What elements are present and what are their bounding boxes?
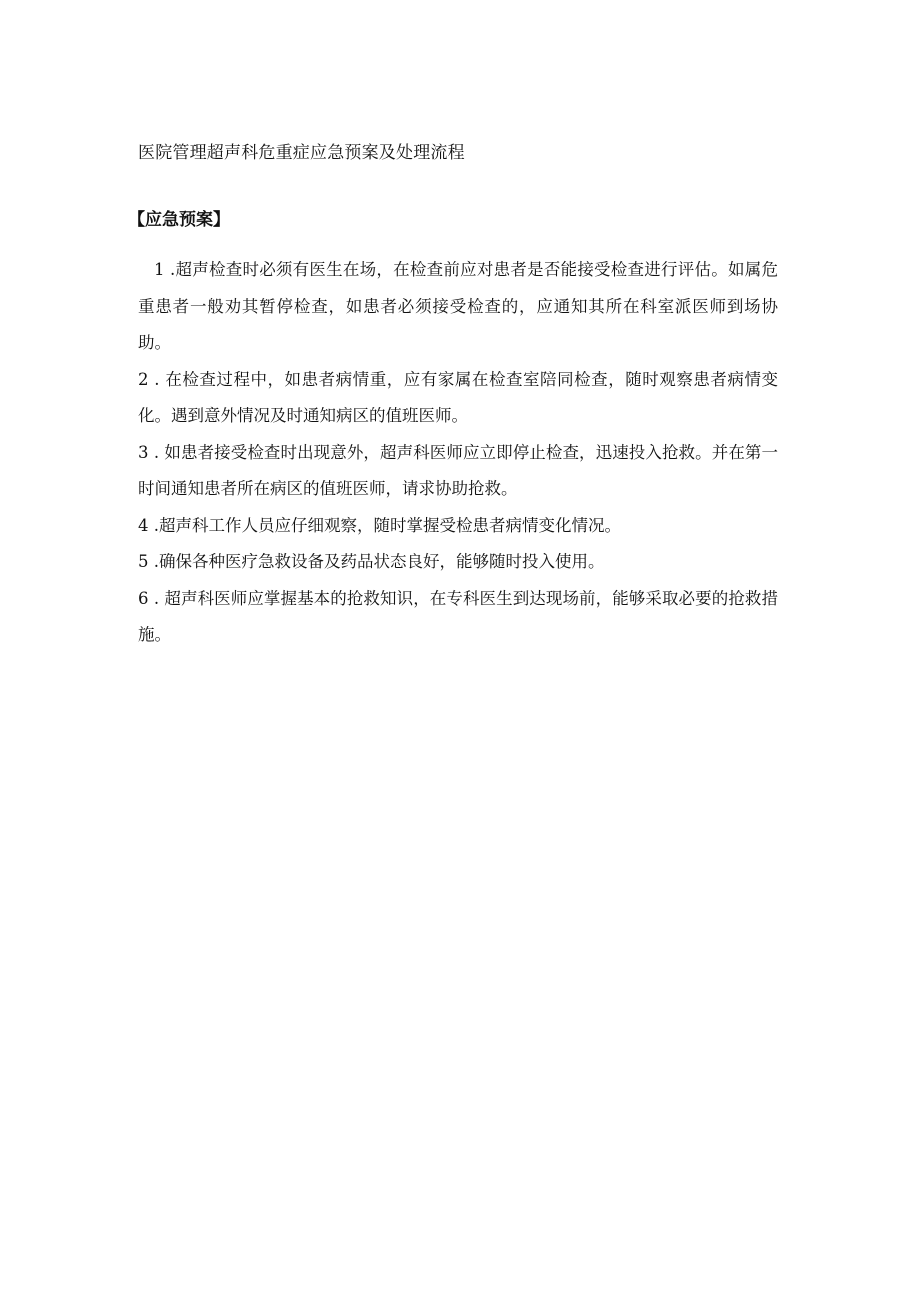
- item-separator: .: [164, 260, 176, 279]
- section-heading: 【应急预案】: [128, 210, 230, 230]
- item-number: 1: [154, 260, 165, 279]
- document-title: 医院管理超声科危重症应急预案及处理流程: [138, 143, 465, 163]
- item-separator: .: [148, 442, 165, 462]
- list-item: [138, 362, 778, 435]
- list-item: [138, 252, 778, 362]
- item-separator: .: [148, 515, 159, 535]
- item-number: 6: [138, 588, 149, 608]
- item-separator: .: [148, 369, 166, 389]
- item-number: 5: [138, 552, 149, 571]
- list-item: [138, 435, 778, 508]
- list-item: [138, 544, 778, 581]
- item-number: 4: [138, 515, 149, 535]
- item-text: 超声科医师应掌握基本的抢救知识，在专科医生到达现场前，能够采取必要的抢救措施。: [138, 588, 778, 644]
- procedure-list: [138, 252, 778, 654]
- item-number: 3: [138, 442, 149, 462]
- item-text: 确保各种医疗急救设备及药品状态良好，能够随时投入使用。: [159, 552, 605, 571]
- item-number: 2: [138, 369, 149, 389]
- list-item: [138, 581, 778, 654]
- item-separator: .: [148, 588, 165, 608]
- item-text: 超声检查时必须有医生在场，在检查前应对患者是否能接受检查进行评估。如属危重患者一般劝其暂停检查，如患者必须接受检查的，应通知其所在科室派医师到场协助。: [138, 260, 778, 352]
- list-item: [138, 508, 778, 545]
- item-text: 超声科工作人员应仔细观察，随时掌握受检患者病情变化情况。: [159, 515, 621, 535]
- item-text: 在检查过程中，如患者病情重，应有家属在检查室陪同检查，随时观察患者病情变化。遇到意外情况及时通知病区的值班医师。: [138, 369, 778, 425]
- item-text: 如患者接受检查时出现意外，超声科医师应立即停止检查，迅速投入抢救。并在第一时间通知患者所在病区的值班医师，请求协助抢救。: [138, 442, 778, 498]
- item-separator: .: [148, 552, 159, 571]
